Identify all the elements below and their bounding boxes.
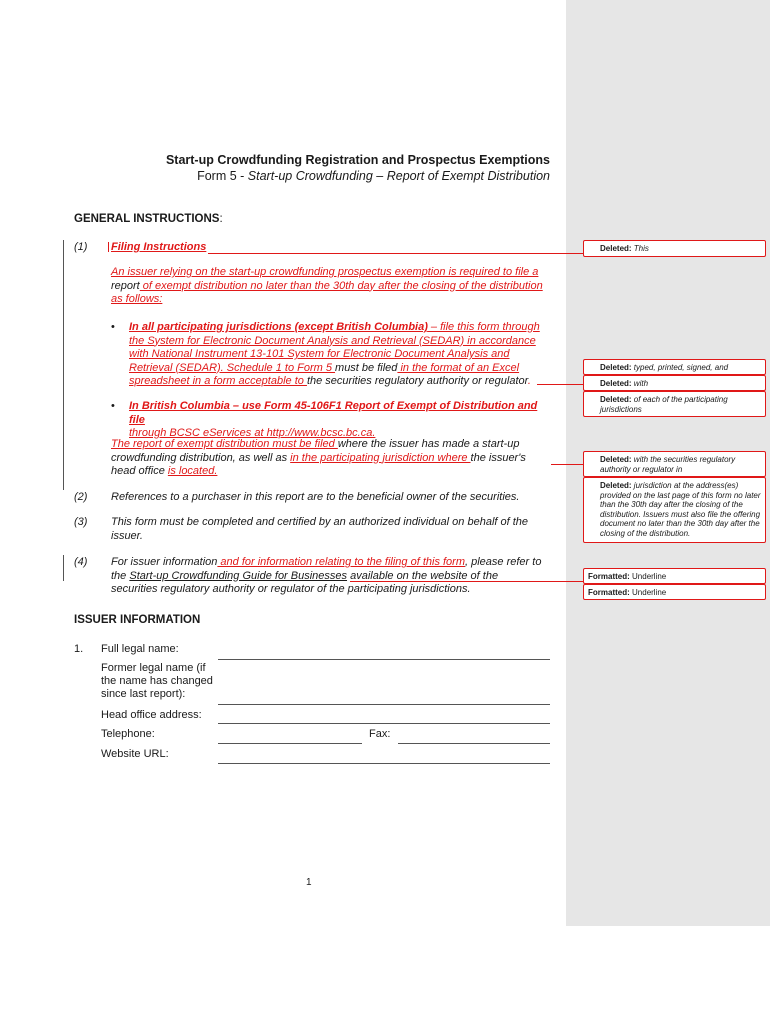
fax-field[interactable] xyxy=(398,743,550,744)
comment-deleted[interactable]: Deleted: jurisdiction at the address(es) provided on the last page of this form no later than the 30th day after the closing of the distribution. Issuers must also file the offering document no later than the 30th day after the closing of the distribution. xyxy=(583,477,766,543)
comment-deleted[interactable]: Deleted: typed, printed, signed, and xyxy=(583,359,766,375)
website-url-label: Website URL: xyxy=(101,748,169,760)
item-2-text: References to a purchaser in this report are to the beneficial owner of the securities. xyxy=(111,491,520,503)
item-4-text: For issuer information and for information relating to the filing of this form, please refer to the Start-up Crowdfunding Guide for Businesses available on the website of the securities regulatory authority or regulator of the participating jurisdictions. xyxy=(111,556,542,595)
page-number: 1 xyxy=(306,877,312,888)
comment-deleted[interactable]: Deleted: with xyxy=(583,375,766,391)
comment-connector xyxy=(551,464,583,465)
bullet-dot: • xyxy=(111,400,115,412)
bullet-dot: • xyxy=(111,321,115,333)
full-legal-name-field[interactable] xyxy=(218,659,550,660)
bullet-1-text: In all participating jurisdictions (except British Columbia) – file this form through the System for Electronic Document Analysis and Retrieval (SEDAR) in accordance with National Instrument 13-101 System for Electronic Document Analysis and Retrieval (SEDAR). Schedule 1 to Form 5 must be filed in the format of an Excel spreadsheet in a form acceptable to the securities regulatory authority or regulator. xyxy=(129,321,540,387)
document-title: Start-up Crowdfunding Registration and Prospectus Exemptions xyxy=(165,153,550,167)
comment-deleted[interactable]: Deleted: with the securities regulatory authority or regulator in xyxy=(583,451,766,477)
comment-deleted[interactable]: Deleted: This xyxy=(583,240,766,257)
telephone-label: Telephone: xyxy=(101,728,155,740)
comment-connector xyxy=(208,253,583,254)
telephone-field[interactable] xyxy=(218,743,362,744)
item-4-number: (4) xyxy=(74,556,88,568)
item-2-number: (2) xyxy=(74,491,88,503)
former-legal-name-field[interactable] xyxy=(218,704,550,705)
general-instructions-heading: GENERAL INSTRUCTIONS: xyxy=(74,213,223,225)
item-1-title: Filing Instructions xyxy=(111,241,207,253)
filing-location-paragraph: The report of exempt distribution must be filed where the issuer has made a start-up crowdfunding distribution, as well as in the participating jurisdiction where the issuer's head office is located. xyxy=(111,438,526,477)
full-legal-name-label: Full legal name: xyxy=(101,643,179,655)
item-1-paragraph: An issuer relying on the start-up crowdfunding prospectus exemption is required to file a report of exempt distribution no later than the 30th day after the closing of the distribution as follows: xyxy=(111,266,543,305)
bullet-2-text: In British Columbia – use Form 45-106F1 Report of Exempt of Distribution and file through BCSC eServices at http://www.bcsc.bc.ca. xyxy=(129,400,538,439)
document-subtitle: Form 5 - Start-up Crowdfunding – Report of Exempt Distribution xyxy=(197,169,550,183)
comment-formatted[interactable]: Formatted: Underline xyxy=(583,584,766,600)
change-bar xyxy=(63,555,64,581)
item-3-text: This form must be completed and certified by an authorized individual on behalf of the issuer. xyxy=(111,516,529,542)
question-1-number: 1. xyxy=(74,643,84,655)
website-url-field[interactable] xyxy=(218,763,550,764)
head-office-address-field[interactable] xyxy=(218,723,550,724)
former-legal-name-label: Former legal name (if the name has changed since last report): xyxy=(101,662,213,700)
comment-connector xyxy=(537,384,583,385)
issuer-information-heading: ISSUER INFORMATION xyxy=(74,614,201,626)
comment-deleted[interactable]: Deleted: of each of the participating jurisdictions xyxy=(583,391,766,417)
change-bar xyxy=(63,240,64,490)
item-1-number: (1) xyxy=(74,241,88,253)
comment-connector xyxy=(350,581,583,582)
head-office-address-label: Head office address: xyxy=(101,709,202,721)
comment-formatted[interactable]: Formatted: Underline xyxy=(583,568,766,584)
item-3-number: (3) xyxy=(74,516,88,528)
fax-label: Fax: xyxy=(369,728,391,740)
